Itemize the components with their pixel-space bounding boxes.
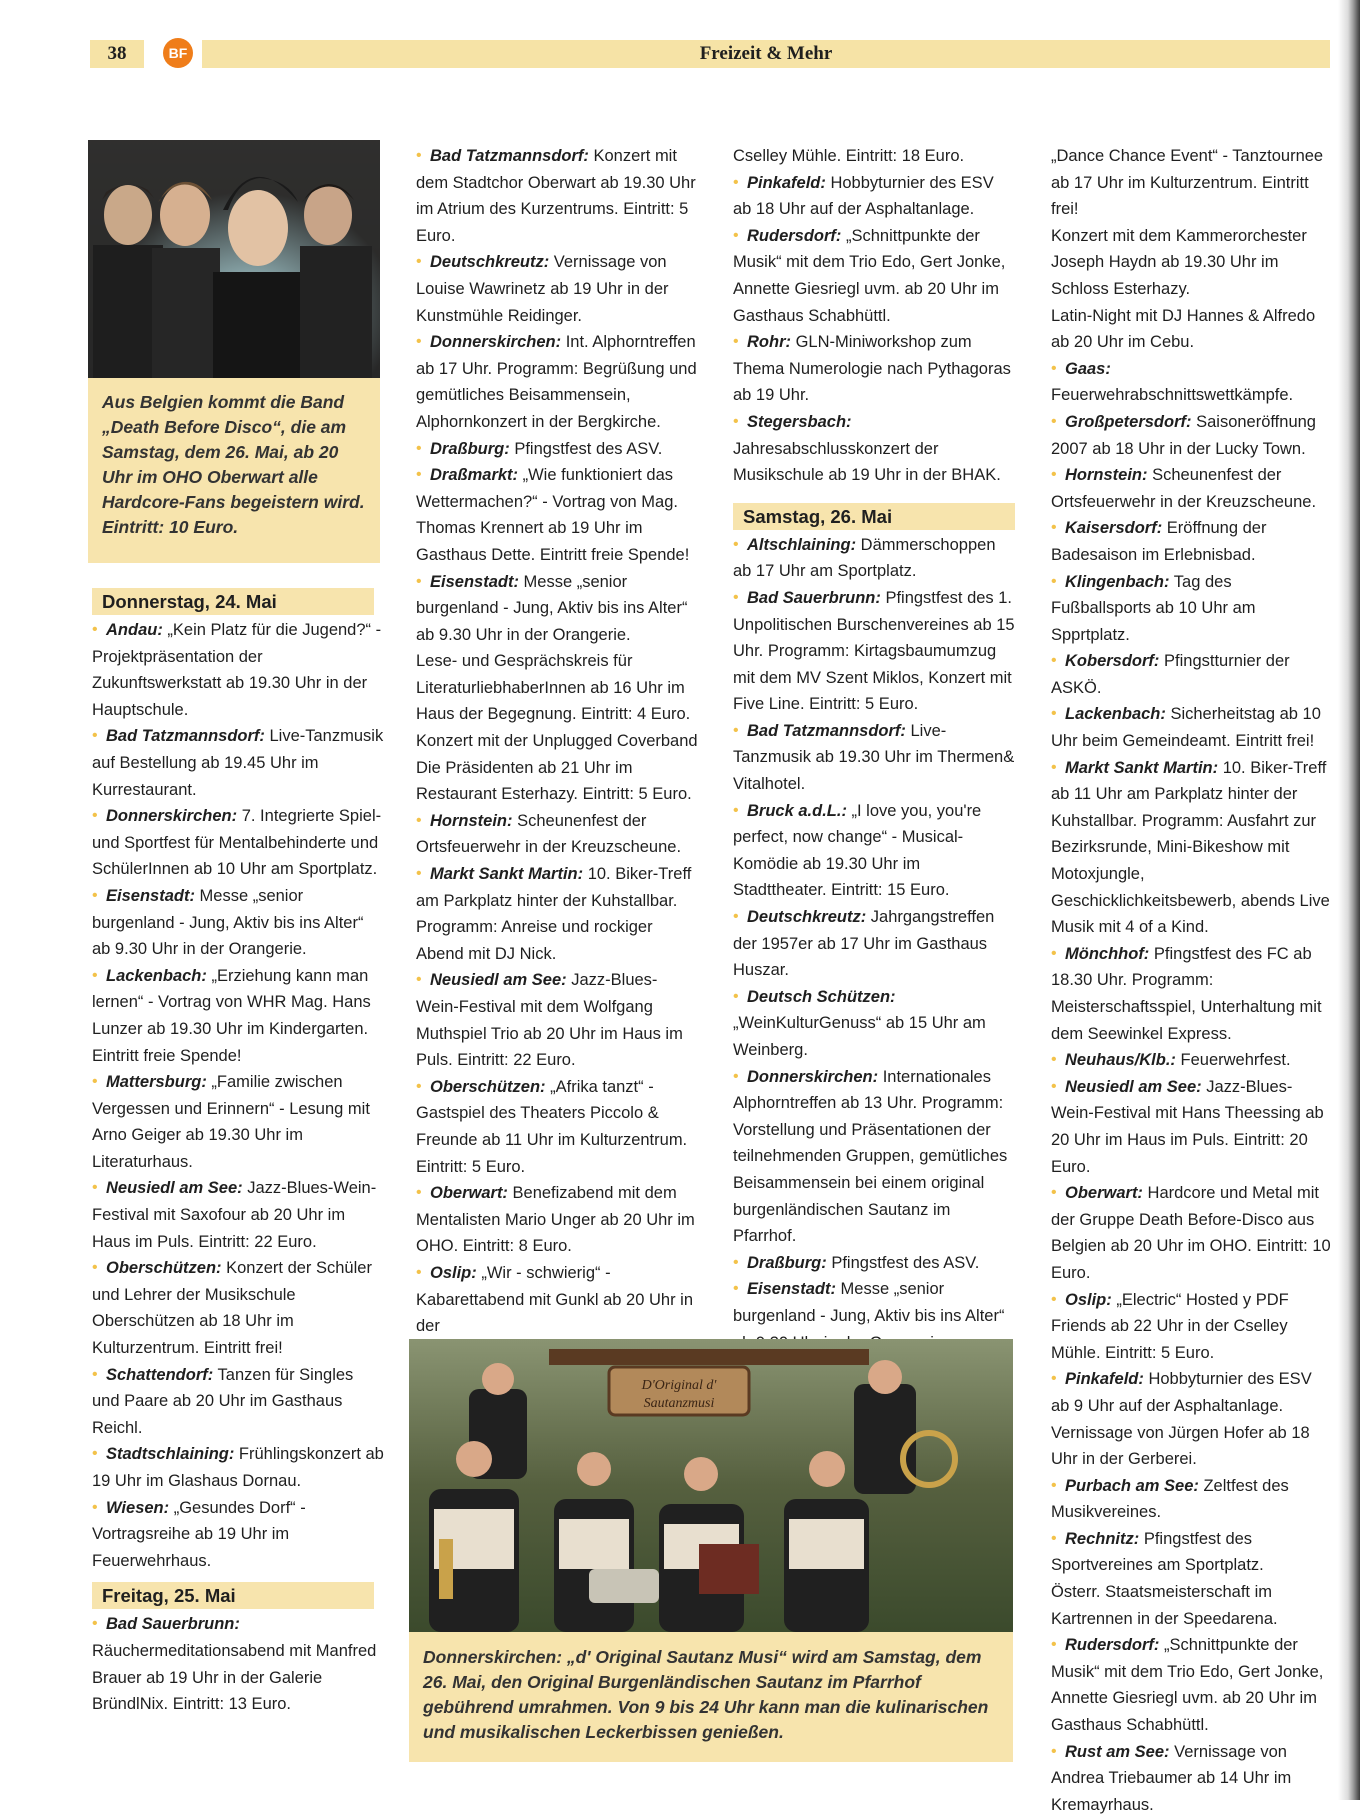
event-text: Eröffnung der Badesaison im Erlebnisbad. xyxy=(1051,519,1267,564)
page-edge-shadow xyxy=(1338,0,1360,1800)
event-entry xyxy=(1051,1180,1333,1286)
event-entry xyxy=(733,532,1015,585)
page-header xyxy=(90,38,1330,70)
event-place: Kaisersdorf: xyxy=(1065,519,1163,538)
column-2 xyxy=(416,143,700,1340)
event-entry xyxy=(733,143,1015,170)
event-place: Bad Tatzmannsdorf: xyxy=(747,721,906,740)
event-text: Dämmerschoppen ab 17 Uhr am Sportplatz. xyxy=(733,535,996,581)
event-text: Latin-Night mit DJ Hannes & Alfredo ab 20 Uhr im Cebu. xyxy=(1051,306,1316,352)
event-place: Deutschkreutz: xyxy=(747,908,867,927)
event-text: Sicherheitstag ab 10 Uhr beim Gemeindeamt. Eintritt frei! xyxy=(1051,705,1321,751)
event-place: Bad Tatzmannsdorf: xyxy=(106,727,265,746)
event-entry xyxy=(1051,701,1333,754)
event-place: Purbach am See: xyxy=(1065,1476,1199,1495)
column-4 xyxy=(1051,143,1333,1818)
event-entry xyxy=(1051,648,1333,701)
event-text: „Wir - schwierig“ - Kabarettabend mit Gunkl ab 20 Uhr in der xyxy=(416,1263,693,1336)
event-entry xyxy=(733,984,1015,1064)
event-text: Hardcore und Metal mit der Gruppe Death Before-Disco aus Belgien ab 20 Uhr im OHO. Eintritt: 10 Euro. xyxy=(1051,1184,1331,1282)
event-text: Pfingstfest des ASV. xyxy=(826,1253,980,1272)
event-place: Neusiedl am See: xyxy=(106,1179,243,1198)
event-text: Tag des Fußballsports ab 10 Uhr am Spprtplatz. xyxy=(1051,572,1256,644)
event-place: Donnerskirchen: xyxy=(747,1067,879,1086)
event-text: Jazz-Blues-Wein-Festival mit dem Wolfgang Muthspiel Trio ab 20 Uhr im Haus im Puls. Eintritt: 22 Euro. xyxy=(416,971,683,1070)
event-entry xyxy=(1051,1366,1333,1419)
event-place: Wiesen: xyxy=(106,1498,170,1517)
event-place: Lackenbach: xyxy=(106,966,207,985)
band-sautanz-photo xyxy=(409,1339,1013,1632)
event-text: Internationales Alphorntreffen ab 13 Uhr. Programm: Vorstellung und Präsentationen der teilnehmenden Gruppen, gemütliches Beisammensein bei einem original burgenländischen Sautanz im Pfarrhof. xyxy=(733,1067,1008,1246)
event-text: Pfingstfest des ASV. xyxy=(509,439,663,458)
day-heading: Donnerstag, 24. Mai xyxy=(92,588,374,615)
event-entry xyxy=(416,569,700,649)
event-entry xyxy=(92,1175,384,1255)
event-text: Hobbyturnier des ESV ab 9 Uhr auf der Asphaltanlage. xyxy=(1051,1370,1312,1415)
event-place: Bruck a.d.L.: xyxy=(747,801,847,820)
event-text: Vernissage von Andrea Triebaumer ab 14 Uhr im Kremayrhaus. xyxy=(1051,1742,1292,1814)
event-text: Räuchermeditationsabend mit Manfred Brauer ab 19 Uhr in der Galerie BründlNix. Eintritt: 13 Euro. xyxy=(92,1641,377,1714)
event-place: Bad Tatzmannsdorf: xyxy=(430,147,589,165)
event-text: Jahresabschlusskonzert der Musikschule ab 19 Uhr in der BHAK. xyxy=(733,439,1001,485)
event-text: Lese- und Gesprächskreis für LiteraturliebhaberInnen ab 16 Uhr im Haus der Begegnung. Eintritt: 4 Euro. xyxy=(416,652,691,724)
svg-text:Sautanzmusi: Sautanzmusi xyxy=(643,1396,715,1411)
event-entry xyxy=(416,1260,700,1340)
event-entry xyxy=(733,329,1015,409)
event-entry xyxy=(1051,1287,1333,1367)
event-entry xyxy=(416,1074,700,1180)
event-place: Hornstein: xyxy=(430,811,513,830)
event-text: Pfingstturnier der ASKÖ. xyxy=(1051,652,1290,697)
band-photo-caption: Aus Belgien kommt die Band „Death Before Disco“, die am Samstag, dem 26. Mai, ab 20 Uhr im OHO Oberwart alle Hardcore-Fans begeistern wird. Eintritt: 10 Euro. xyxy=(88,378,380,563)
event-place: Stadtschlaining: xyxy=(106,1445,235,1464)
event-entry xyxy=(416,861,700,967)
event-text: „Afrika tanzt“ - Gastspiel des Theaters Piccolo & Freunde ab 11 Uhr im Kulturzentrum. Eintritt: 5 Euro. xyxy=(416,1077,688,1176)
event-text: Hobbyturnier des ESV ab 18 Uhr auf der Asphaltanlage. xyxy=(733,173,994,219)
event-entry xyxy=(92,723,384,803)
event-text: „Erziehung kann man lernen“ - Vortrag von WHR Mag. Hans Lunzer ab 19.30 Uhr im Kindergarten. Eintritt freie Spende! xyxy=(92,966,371,1065)
event-entry xyxy=(416,462,700,568)
event-text: Konzert der Schüler und Lehrer der Musikschule Oberschützen ab 18 Uhr im Kulturzentrum. Eintritt frei! xyxy=(92,1259,372,1358)
event-text: Vernissage von Jürgen Hofer ab 18 Uhr in der Gerberei. xyxy=(1051,1423,1310,1469)
event-text: Konzert mit dem Kammerorchester Joseph Haydn ab 19.30 Uhr im Schloss Esterhazy. xyxy=(1051,226,1307,298)
event-place: Lackenbach: xyxy=(1065,705,1166,724)
event-text: „Dance Chance Event“ - Tanztournee ab 17 Uhr im Kulturzentrum. Eintritt frei! xyxy=(1051,147,1324,219)
event-text: Österr. Staatsmeisterschaft im Kartrennen in der Speedarena. xyxy=(1051,1583,1278,1628)
day-heading: Samstag, 26. Mai xyxy=(733,503,1015,530)
event-entry xyxy=(416,249,700,329)
event-text: Tanzen für Singles und Paare ab 20 Uhr im Gasthaus Reichl. xyxy=(92,1365,354,1437)
event-entry xyxy=(92,1611,384,1717)
event-entry xyxy=(1051,941,1333,1047)
event-place: Mönchhof: xyxy=(1065,944,1150,963)
event-text: „Kein Platz für die Jugend?“ - Projektpräsentation der Zukunftswerkstatt ab 19.30 Uhr in der Hauptschule. xyxy=(92,621,382,719)
event-text: Pfingstfest des FC ab 18.30 Uhr. Programm: Meisterschaftsspiel, Unterhaltung mit dem Seewinkel Express. xyxy=(1051,944,1322,1043)
event-entry xyxy=(1051,755,1333,941)
event-entry xyxy=(416,728,700,808)
event-text: Jahrgangstreffen der 1957er ab 17 Uhr im Gasthaus Huszar. xyxy=(733,908,995,980)
event-entry xyxy=(92,617,384,723)
section-title: Freizeit & Mehr xyxy=(202,40,1330,68)
event-entry xyxy=(416,436,700,463)
event-text: Live-Tanzmusik auf Bestellung ab 19.45 Uhr im Kurrestaurant. xyxy=(92,727,384,799)
event-text: Zeltfest des Musikvereines. xyxy=(1051,1476,1289,1522)
event-place: Rudersdorf: xyxy=(1065,1636,1160,1655)
event-entry xyxy=(92,1441,384,1494)
event-place: Gaas: xyxy=(1065,359,1111,378)
event-entry xyxy=(92,1069,384,1175)
event-text: Messe „senior burgenland - Jung, Aktiv bis ins Alter“ ab 9.30 Uhr in der Orangerie. xyxy=(416,572,688,644)
event-place: Oberschützen: xyxy=(106,1259,222,1278)
event-entry xyxy=(1051,462,1333,515)
event-place: Neusiedl am See: xyxy=(1065,1077,1202,1096)
event-text: Pfingstfest des Sportvereines am Sportplatz. xyxy=(1051,1529,1264,1575)
event-entry xyxy=(1051,1739,1333,1818)
bf-logo: BF xyxy=(163,38,193,68)
event-text: Saisoneröffnung 2007 ab 18 Uhr in der Lucky Town. xyxy=(1051,412,1316,458)
event-entry xyxy=(733,223,1015,329)
event-text: Feuerwehrfest. xyxy=(1175,1051,1291,1070)
event-entry xyxy=(733,1064,1015,1250)
event-place: Rechnitz: xyxy=(1065,1529,1140,1548)
band-photo xyxy=(88,140,380,378)
event-entry xyxy=(1051,1420,1333,1473)
event-place: Kobersdorf: xyxy=(1065,652,1160,671)
event-place: Andau: xyxy=(106,621,163,639)
column-1 xyxy=(92,588,384,1718)
event-entry xyxy=(733,1250,1015,1277)
page-number: 38 xyxy=(90,40,144,68)
event-entry xyxy=(416,808,700,861)
event-place: Eisenstadt: xyxy=(430,572,519,591)
event-entry xyxy=(1051,1526,1333,1579)
event-entry xyxy=(416,329,700,435)
event-entry xyxy=(1051,1632,1333,1738)
event-text: „Gesundes Dorf“ - Vortragsreihe ab 19 Uhr im Feuerwehrhaus. xyxy=(92,1498,306,1570)
column-3 xyxy=(733,143,1015,1356)
event-text: „Wie funktioniert das Wettermachen?“ - Vortrag von Mag. Thomas Krennert ab 19 Uhr im Gasthaus Dette. Eintritt freie Spende! xyxy=(416,466,690,564)
event-text: 10. Biker-Treff ab 11 Uhr am Parkplatz hinter der Kuhstallbar. Programm: Ausfahrt zur Bezirksrunde, Mini-Bikeshow mit Motoxjungle, Geschicklichkeitsbewerb, abends Live Musik mit 4 of a Kind. xyxy=(1051,758,1330,937)
event-text: „Electric“ Hosted y PDF Friends ab 22 Uhr in der Cselley Mühle. Eintritt: 5 Euro. xyxy=(1051,1290,1289,1362)
event-place: Pinkafeld: xyxy=(1065,1370,1144,1389)
event-place: Hornstein: xyxy=(1065,466,1148,485)
event-text: „Familie zwischen Vergessen und Erinnern“ - Lesung mit Arno Geiger ab 19.30 Uhr im Literaturhaus. xyxy=(92,1073,370,1171)
event-place: Draßburg: xyxy=(430,439,510,458)
event-place: Rust am See: xyxy=(1065,1742,1170,1761)
event-entry xyxy=(92,963,384,1069)
event-entry xyxy=(733,170,1015,223)
event-text: „Schnittpunkte der Musik“ mit dem Trio Edo, Gert Jonke, Annette Giesriegl uvm. ab 20 Uhr im Gasthaus Schabhüttl. xyxy=(1051,1636,1324,1735)
event-place: Markt Sankt Martin: xyxy=(1065,758,1219,777)
event-entry xyxy=(733,798,1015,904)
event-entry xyxy=(1051,356,1333,409)
event-entry xyxy=(1051,1473,1333,1526)
event-entry xyxy=(733,409,1015,489)
event-place: Oberwart: xyxy=(430,1184,508,1203)
event-place: Neuhaus/Klb.: xyxy=(1065,1051,1176,1070)
event-entry xyxy=(1051,303,1333,356)
event-entry xyxy=(92,883,384,963)
event-entry xyxy=(1051,223,1333,303)
event-text: Vernissage von Louise Wawrinetz ab 19 Uhr in der Kunstmühle Reidinger. xyxy=(416,253,669,325)
sign-text: D'Original d' xyxy=(641,1378,717,1393)
event-text: Messe „senior burgenland - Jung, Aktiv bis ins Alter“ ab 9.30 Uhr in der Orangerie. xyxy=(92,886,364,959)
event-text: Frühlingskonzert ab 19 Uhr im Glashaus Dornau. xyxy=(92,1445,384,1490)
event-place: Pinkafeld: xyxy=(747,173,826,192)
event-place: Oslip: xyxy=(430,1263,477,1282)
event-place: Oberwart: xyxy=(1065,1184,1143,1203)
event-entry xyxy=(1051,569,1333,649)
event-place: Oberschützen: xyxy=(430,1077,546,1096)
event-text: 7. Integrierte Spiel- und Sportfest für Mentalbehinderte und SchülerInnen ab 10 Uhr am Sportplatz. xyxy=(92,807,382,879)
event-text: Int. Alphorntreffen ab 17 Uhr. Programm: Begrüßung und gemütliches Beisammensein, Alphornkonzert in der Bergkirche. xyxy=(416,333,697,431)
event-place: Donnerskirchen: xyxy=(106,807,238,826)
event-text: Scheunenfest der Ortsfeuerwehr in der Kreuzscheune. xyxy=(416,811,682,857)
event-entry xyxy=(1051,409,1333,462)
event-entry xyxy=(1051,515,1333,568)
event-text: Benefizabend mit dem Mentalisten Mario Unger ab 20 Uhr im OHO. Eintritt: 8 Euro. xyxy=(416,1184,695,1256)
event-entry xyxy=(416,1180,700,1260)
event-place: Oslip: xyxy=(1065,1290,1112,1309)
event-text: GLN-Miniworkshop zum Thema Numerologie nach Pythagoras ab 19 Uhr. xyxy=(733,333,1011,405)
event-place: Bad Sauerbrunn: xyxy=(747,588,881,607)
event-entry xyxy=(733,904,1015,984)
event-text: Cselley Mühle. Eintritt: 18 Euro. xyxy=(733,147,965,165)
event-place: Draßmarkt: xyxy=(430,466,519,485)
event-text: 10. Biker-Treff am Parkplatz hinter der Kuhstallbar. Programm: Anreise und rockiger Abend mit DJ Nick. xyxy=(416,865,692,963)
event-text: Live-Tanzmusik ab 19.30 Uhr im Thermen& Vitalhotel. xyxy=(733,721,1015,794)
event-place: Donnerskirchen: xyxy=(430,333,562,352)
event-entry xyxy=(92,1362,384,1442)
event-text: Messe „senior burgenland - Jung, Aktiv bis ins Alter“ xyxy=(733,1280,1005,1325)
event-place: Bad Sauerbrunn: xyxy=(106,1615,240,1634)
event-place: Eisenstadt: xyxy=(747,1280,836,1299)
event-place: Klingenbach: xyxy=(1065,572,1170,591)
event-entry xyxy=(1051,143,1333,223)
event-place: Mattersburg: xyxy=(106,1073,207,1092)
event-place: Draßburg: xyxy=(747,1253,827,1272)
event-place: Eisenstadt: xyxy=(106,886,195,905)
event-entry xyxy=(733,718,1015,798)
event-text: Jazz-Blues-Wein-Festival mit Saxofour ab 20 Uhr im Haus im Puls. Eintritt: 22 Euro. xyxy=(92,1179,377,1251)
event-place: Rudersdorf: xyxy=(747,226,842,245)
event-text: Scheunenfest der Ortsfeuerwehr in der Kreuzscheune. xyxy=(1051,466,1317,511)
event-entry xyxy=(92,803,384,883)
event-text: Jazz-Blues-Wein-Festival mit Hans Theessing ab 20 Uhr im Haus im Puls. Eintritt: 20 Euro. xyxy=(1051,1077,1324,1176)
event-entry xyxy=(1051,1074,1333,1180)
event-place: Deutsch Schützen: xyxy=(747,987,896,1006)
event-text: „I love you, you're perfect, now change“ - Musical-Komödie ab 19.30 Uhr im Stadttheater. Eintritt: 15 Euro. xyxy=(733,801,982,900)
event-text: Konzert mit der Unplugged Coverband Die Präsidenten ab 21 Uhr im Restaurant Esterhazy. Eintritt: 5 Euro. xyxy=(416,732,698,804)
event-place: Rohr: xyxy=(747,333,791,352)
event-place: Deutschkreutz: xyxy=(430,253,550,272)
event-place: Neusiedl am See: xyxy=(430,971,567,990)
event-text: Feuerwehrabschnittswettkämpfe. xyxy=(1051,386,1294,405)
event-place: Stegersbach: xyxy=(747,412,852,431)
event-text: „WeinKulturGenuss“ ab 15 Uhr am Weinberg. xyxy=(733,1014,986,1059)
event-place: Großpetersdorf: xyxy=(1065,412,1192,431)
event-entry xyxy=(92,1495,384,1575)
event-place: Markt Sankt Martin: xyxy=(430,865,584,884)
event-text: „Schnittpunkte der Musik“ mit dem Trio Edo, Gert Jonke, Annette Giesriegl uvm. ab 20 Uhr im Gasthaus Schabhüttl. xyxy=(733,226,1006,325)
day-heading: Freitag, 25. Mai xyxy=(92,1582,374,1609)
event-entry xyxy=(1051,1579,1333,1632)
event-entry xyxy=(416,648,700,728)
event-place: Altschlaining: xyxy=(747,535,857,554)
event-place: Schattendorf: xyxy=(106,1365,214,1384)
event-text: Pfingstfest des 1. Unpolitischen Burschenvereines ab 15 Uhr. Programm: Kirtagsbaumumzug mit dem MV Szent Miklos, Konzert mit Five Line. Eintritt: 5 Euro. xyxy=(733,588,1015,714)
event-entry xyxy=(92,1255,384,1361)
event-entry xyxy=(416,143,700,249)
event-text: Konzert mit dem Stadtchor Oberwart ab 19.30 Uhr im Atrium des Kurzentrums. Eintritt: 5 Euro. xyxy=(416,147,696,245)
event-entry xyxy=(1051,1047,1333,1074)
event-entry xyxy=(733,585,1015,718)
event-entry xyxy=(416,967,700,1073)
band-sautanz-caption: Donnerskirchen: „d' Original Sautanz Musi“ wird am Samstag, dem 26. Mai, den Original Burgenländischen Sautanz im Pfarrhof gebührend umrahmen. Von 9 bis 24 Uhr kann man die kulinarischen und musikalischen Leckerbissen genießen. xyxy=(409,1632,1013,1762)
